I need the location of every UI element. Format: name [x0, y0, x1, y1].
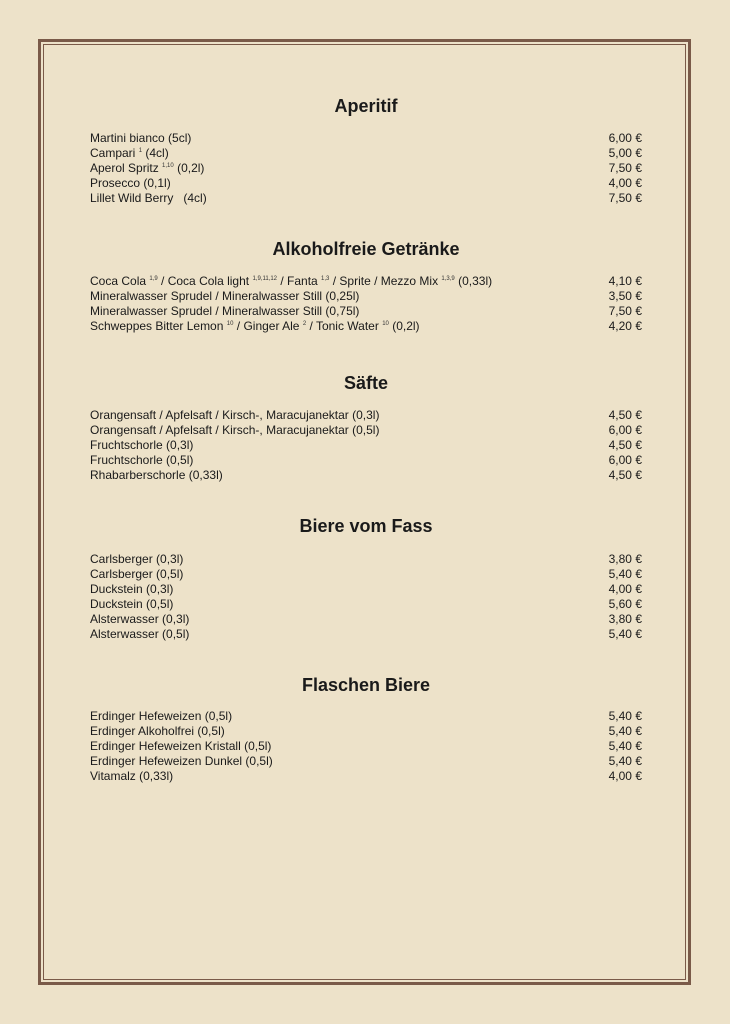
item-price: 7,50 € — [608, 304, 642, 318]
item-price: 6,00 € — [608, 453, 642, 467]
item-price: 4,00 € — [608, 769, 642, 783]
item-name: Martini bianco (5cl) — [90, 131, 192, 145]
section-aperitif — [90, 95, 642, 117]
item-name: Prosecco (0,1l) — [90, 176, 171, 190]
item-list — [90, 552, 642, 642]
menu-item — [90, 724, 642, 739]
menu-item — [90, 146, 642, 161]
item-price: 7,50 € — [608, 191, 642, 205]
item-price: 6,00 € — [608, 423, 642, 437]
section-title: Flaschen Biere — [301, 675, 431, 695]
item-name: Erdinger Hefeweizen Dunkel (0,5l) — [90, 754, 273, 768]
menu-item — [90, 597, 642, 612]
item-name: Campari $^1$ (4cl) — [90, 146, 169, 160]
item-name: Aperol Spritz $^{1,10}$ (0,2l) — [90, 161, 205, 175]
allergen-note: 1,9,11,12 — [252, 276, 278, 282]
item-name: Fruchtschorle (0,3l) — [90, 438, 194, 452]
menu-item — [90, 612, 642, 627]
item-name: Vitamalz (0,33l) — [90, 769, 174, 783]
menu-item — [90, 453, 642, 468]
item-name: Orangensaft / Apfelsaft / Kirsch-, Maracujanektar (0,3l) — [90, 408, 380, 422]
item-name: Duckstein (0,5l) — [90, 597, 174, 611]
menu-item — [90, 627, 642, 642]
item-price: 5,40 € — [608, 724, 642, 738]
menu-item — [90, 161, 642, 176]
item-price: 4,10 € — [608, 274, 642, 288]
menu-item — [90, 289, 642, 304]
menu-item — [90, 438, 642, 453]
menu-item — [90, 423, 642, 438]
menu-item — [90, 754, 642, 769]
menu-item — [90, 552, 642, 567]
item-name: Erdinger Hefeweizen Kristall (0,5l) — [90, 739, 272, 753]
item-price: 5,40 € — [608, 739, 642, 753]
allergen-note: 10 — [382, 321, 389, 327]
item-name: Orangensaft / Apfelsaft / Kirsch-, Maracujanektar (0,5l) — [90, 423, 380, 437]
item-name: Alsterwasser (0,3l) — [90, 612, 190, 626]
item-price: 4,50 € — [608, 408, 642, 422]
menu-item — [90, 319, 642, 334]
allergen-note: 2 — [302, 321, 307, 327]
allergen-note: 1,3 — [321, 276, 330, 282]
section-saefte — [90, 372, 642, 394]
item-price: 5,40 € — [608, 627, 642, 641]
allergen-note: 10 — [226, 321, 234, 327]
item-name: Schweppes Bitter Lemon $^{10}$ / Ginger Ale $^2$ / Tonic Water $^{10}$ (0,2l) — [90, 319, 420, 333]
item-name: Mineralwasser Sprudel / Mineralwasser Still (0,25l) — [90, 289, 360, 303]
item-price: 3,80 € — [608, 552, 642, 566]
item-name: Lillet Wild Berry (4cl) — [90, 191, 207, 205]
menu-item — [90, 709, 642, 724]
item-price: 4,00 € — [608, 176, 642, 190]
menu-item — [90, 176, 642, 191]
menu-item — [90, 739, 642, 754]
item-price: 5,40 € — [608, 754, 642, 768]
section-flaschen-biere — [90, 674, 642, 696]
item-name: Erdinger Hefeweizen (0,5l) — [90, 709, 233, 723]
item-list — [90, 709, 642, 784]
section-alkoholfreie-getraenke — [90, 238, 642, 260]
allergen-note: 1 — [138, 148, 143, 154]
item-list — [90, 131, 642, 206]
menu-item — [90, 769, 642, 784]
item-name: Fruchtschorle (0,5l) — [90, 453, 194, 467]
menu-item — [90, 131, 642, 146]
item-name: Carlsberger (0,3l) — [90, 552, 184, 566]
section-title: Biere vom Fass — [299, 516, 433, 536]
item-list — [90, 274, 642, 334]
menu-item — [90, 468, 642, 483]
item-price: 4,00 € — [608, 582, 642, 596]
item-list — [90, 408, 642, 483]
menu-item — [90, 304, 642, 319]
item-price: 3,80 € — [608, 612, 642, 626]
item-name: Alsterwasser (0,5l) — [90, 627, 190, 641]
item-price: 4,20 € — [608, 319, 642, 333]
section-biere-vom-fass — [90, 515, 642, 537]
menu-item — [90, 567, 642, 582]
allergen-note: 1,9 — [149, 276, 158, 282]
item-price: 5,60 € — [608, 597, 642, 611]
item-name: Mineralwasser Sprudel / Mineralwasser Still (0,75l) — [90, 304, 360, 318]
section-title: Aperitif — [334, 96, 398, 116]
item-price: 5,00 € — [608, 146, 642, 160]
menu-item — [90, 408, 642, 423]
section-title: Alkoholfreie Getränke — [272, 239, 460, 259]
item-name: Duckstein (0,3l) — [90, 582, 174, 596]
item-name: Erdinger Alkoholfrei (0,5l) — [90, 724, 225, 738]
item-name: Rhabarberschorle (0,33l) — [90, 468, 223, 482]
item-price: 3,50 € — [608, 289, 642, 303]
item-price: 6,00 € — [608, 131, 642, 145]
item-price: 5,40 € — [608, 567, 642, 581]
item-price: 4,50 € — [608, 438, 642, 452]
allergen-note: 1,3,9 — [441, 276, 455, 282]
item-name: Carlsberger (0,5l) — [90, 567, 184, 581]
item-price: 7,50 € — [608, 161, 642, 175]
section-title: Säfte — [343, 373, 388, 393]
item-price: 5,40 € — [608, 709, 642, 723]
menu-item — [90, 582, 642, 597]
item-name: Coca Cola $^{1,9}$ / Coca Cola light $^{1,9,11,12}$ / Fanta $^{1,3}$ / Sprite / Mezzo Mix $^{1,3,9}$ (0,33l) — [90, 274, 493, 288]
item-price: 4,50 € — [608, 468, 642, 482]
allergen-note: 1,10 — [162, 163, 174, 169]
menu-item — [90, 191, 642, 206]
menu-item — [90, 274, 642, 289]
